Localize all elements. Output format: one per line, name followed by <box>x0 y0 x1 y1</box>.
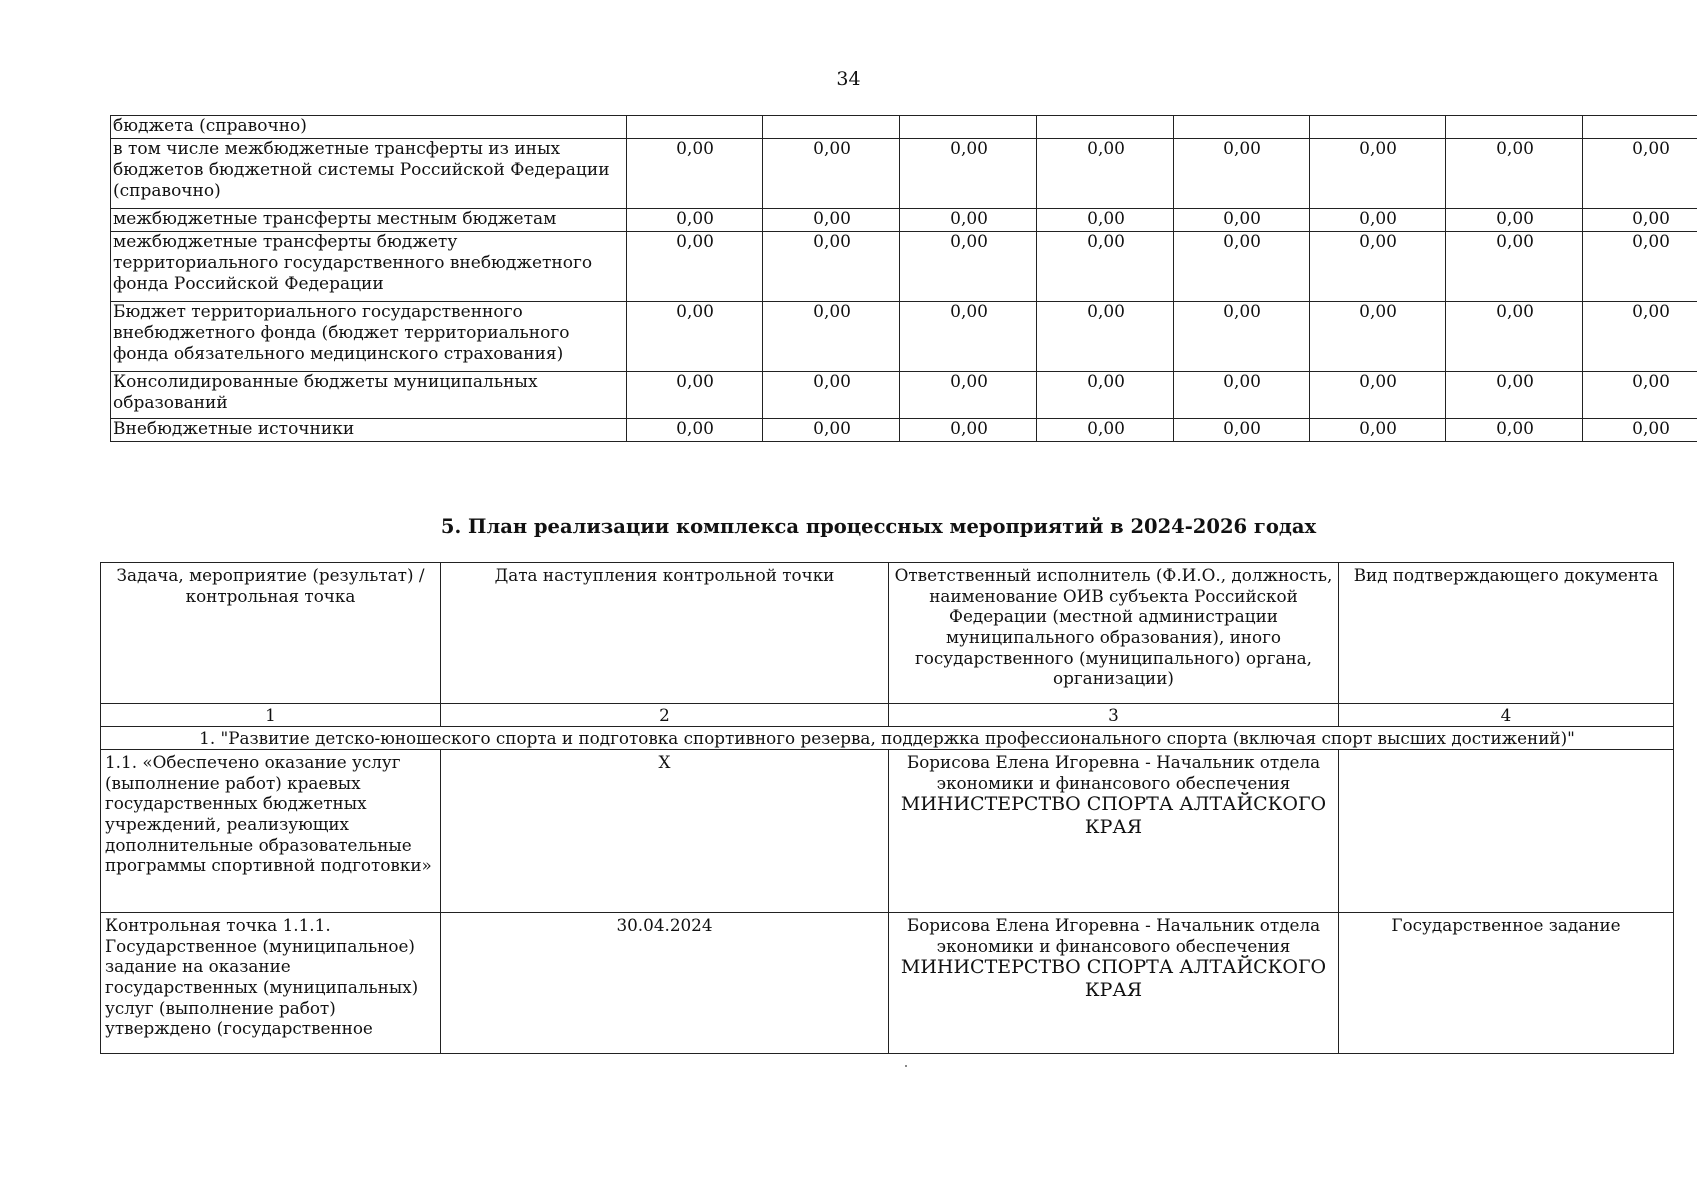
column-number: 3 <box>889 704 1339 727</box>
plan-row-responsible <box>889 750 1339 913</box>
budget-value-cell <box>1037 116 1174 139</box>
column-number: 1 <box>101 704 441 727</box>
responsible-person: Борисова Елена Игоревна - Начальник отдела экономики и финансового обеспечения <box>906 915 1321 956</box>
column-number: 4 <box>1339 704 1674 727</box>
header-task: Задача, мероприятие (результат) / контрольная точка <box>101 563 441 704</box>
budget-row-label: Бюджет территориального государственного внебюджетного фонда (бюджет территориального фонда обязательного медицинского страхования) <box>111 302 627 372</box>
budget-value-cell: 0,00 <box>1037 139 1174 209</box>
budget-row-label: Внебюджетные источники <box>111 419 627 442</box>
responsible-organization: МИНИСТЕРСТВО СПОРТА АЛТАЙСКОГО КРАЯ <box>900 793 1327 839</box>
header-responsible: Ответственный исполнитель (Ф.И.О., должность, наименование ОИВ субъекта Российской Федерации (местной администрации муниципального образования), иного государственного (муниципального) органа, организации) <box>889 563 1339 704</box>
budget-value-cell: 0,00 <box>763 209 900 232</box>
budget-row-label: межбюджетные трансферты бюджету территориального государственного внебюджетного фонда Российской Федерации <box>111 232 627 302</box>
budget-value-cell: 0,00 <box>1310 419 1446 442</box>
budget-value-cell <box>1174 116 1310 139</box>
budget-value-cell: 0,00 <box>1174 419 1310 442</box>
plan-row-name: 1.1. «Обеспечено оказание услуг (выполнение работ) краевых государственных бюджетных учреждений, реализующих дополнительные образовательные программы спортивной подготовки» <box>101 750 441 913</box>
budget-value-cell: 0,00 <box>1583 302 1697 372</box>
plan-row-date: 30.04.2024 <box>441 913 889 1054</box>
header-document: Вид подтверждающего документа <box>1339 563 1674 704</box>
budget-value-cell <box>1310 116 1446 139</box>
budget-value-cell <box>1446 116 1583 139</box>
budget-value-cell: 0,00 <box>900 302 1037 372</box>
budget-value-cell <box>627 116 763 139</box>
budget-value-cell: 0,00 <box>763 232 900 302</box>
plan-row <box>101 750 1674 913</box>
plan-row-responsible <box>889 913 1339 1054</box>
budget-value-cell: 0,00 <box>1174 302 1310 372</box>
budget-row-label: в том числе межбюджетные трансферты из иных бюджетов бюджетной системы Российской Федерации (справочно) <box>111 139 627 209</box>
plan-table <box>100 562 1674 1054</box>
budget-value-cell: 0,00 <box>1310 302 1446 372</box>
budget-value-cell: 0,00 <box>1310 232 1446 302</box>
budget-value-cell: 0,00 <box>1446 302 1583 372</box>
budget-row <box>111 139 1697 209</box>
budget-value-cell: 0,00 <box>1310 139 1446 209</box>
budget-value-cell: 0,00 <box>1583 232 1697 302</box>
budget-value-cell: 0,00 <box>627 419 763 442</box>
budget-value-cell: 0,00 <box>1174 139 1310 209</box>
budget-value-cell <box>900 116 1037 139</box>
budget-value-cell: 0,00 <box>1174 372 1310 419</box>
budget-row-label: бюджета (справочно) <box>111 116 627 139</box>
budget-value-cell: 0,00 <box>1174 209 1310 232</box>
budget-value-cell: 0,00 <box>627 372 763 419</box>
plan-row <box>101 913 1674 1054</box>
budget-row <box>111 116 1697 139</box>
budget-value-cell: 0,00 <box>763 302 900 372</box>
budget-value-cell: 0,00 <box>1446 419 1583 442</box>
budget-value-cell: 0,00 <box>1446 139 1583 209</box>
column-number-row <box>101 704 1674 727</box>
budget-value-cell: 0,00 <box>763 372 900 419</box>
scan-speck <box>905 1065 907 1067</box>
task-row <box>101 727 1674 750</box>
budget-value-cell: 0,00 <box>1583 372 1697 419</box>
budget-value-cell: 0,00 <box>1174 232 1310 302</box>
budget-value-cell: 0,00 <box>1037 302 1174 372</box>
plan-header-row <box>101 563 1674 704</box>
section-title: 5. План реализации комплекса процессных мероприятий в 2024-2026 годах <box>440 515 1317 538</box>
budget-value-cell: 0,00 <box>1037 232 1174 302</box>
budget-table <box>110 115 1697 442</box>
budget-value-cell: 0,00 <box>627 232 763 302</box>
budget-row <box>111 209 1697 232</box>
responsible-person: Борисова Елена Игоревна - Начальник отдела экономики и финансового обеспечения <box>906 752 1321 793</box>
budget-row <box>111 372 1697 419</box>
responsible-organization: МИНИСТЕРСТВО СПОРТА АЛТАЙСКОГО КРАЯ <box>900 956 1327 1002</box>
budget-value-cell: 0,00 <box>1310 372 1446 419</box>
budget-value-cell: 0,00 <box>900 372 1037 419</box>
budget-value-cell: 0,00 <box>1583 209 1697 232</box>
budget-value-cell <box>1583 116 1697 139</box>
budget-value-cell: 0,00 <box>627 139 763 209</box>
task-title: 1. "Развитие детско-юношеского спорта и подготовка спортивного резерва, поддержка профессионального спорта (включая спорт высших достижений)" <box>101 727 1674 750</box>
budget-value-cell: 0,00 <box>1583 139 1697 209</box>
budget-value-cell: 0,00 <box>1310 209 1446 232</box>
budget-value-cell: 0,00 <box>900 209 1037 232</box>
budget-value-cell: 0,00 <box>900 232 1037 302</box>
budget-value-cell: 0,00 <box>627 302 763 372</box>
header-date: Дата наступления контрольной точки <box>441 563 889 704</box>
budget-row <box>111 419 1697 442</box>
column-number: 2 <box>441 704 889 727</box>
budget-value-cell: 0,00 <box>763 419 900 442</box>
budget-value-cell: 0,00 <box>1037 419 1174 442</box>
budget-row-label: межбюджетные трансферты местным бюджетам <box>111 209 627 232</box>
budget-row-label: Консолидированные бюджеты муниципальных образований <box>111 372 627 419</box>
budget-value-cell: 0,00 <box>900 139 1037 209</box>
plan-row-document: Государственное задание <box>1339 913 1674 1054</box>
plan-row-name: Контрольная точка 1.1.1. Государственное (муниципальное) задание на оказание государственных (муниципальных) услуг (выполнение работ) утверждено (государственное <box>101 913 441 1054</box>
plan-row-document <box>1339 750 1674 913</box>
budget-value-cell: 0,00 <box>1446 232 1583 302</box>
budget-value-cell: 0,00 <box>1583 419 1697 442</box>
page-number: 34 <box>836 68 861 90</box>
budget-value-cell: 0,00 <box>1446 372 1583 419</box>
budget-row <box>111 232 1697 302</box>
budget-row <box>111 302 1697 372</box>
budget-value-cell <box>763 116 900 139</box>
budget-value-cell: 0,00 <box>1446 209 1583 232</box>
budget-value-cell: 0,00 <box>900 419 1037 442</box>
budget-value-cell: 0,00 <box>1037 372 1174 419</box>
budget-value-cell: 0,00 <box>1037 209 1174 232</box>
budget-value-cell: 0,00 <box>627 209 763 232</box>
plan-row-date: X <box>441 750 889 913</box>
budget-value-cell: 0,00 <box>763 139 900 209</box>
